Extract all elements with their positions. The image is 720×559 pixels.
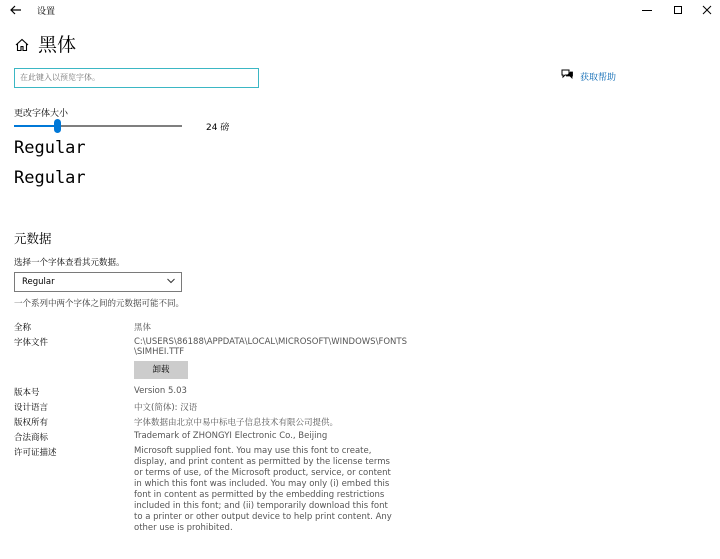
page-title: 黑体 [38,34,77,56]
font-size-label: 更改字体大小 [14,109,69,119]
maximize-button[interactable] [663,0,693,20]
copyright-value: 字体数据由北京中易中标电子信息技术有限公司提供。 [134,418,339,428]
get-help-link[interactable]: 获取帮助 [580,73,617,83]
copyright-label: 版权所有 [14,418,49,428]
help-chat-icon[interactable] [561,68,573,80]
font-size-value: 24 磅 [206,123,230,133]
minimize-icon [642,5,652,15]
chevron-down-icon [167,278,175,284]
font-file-label: 字体文件 [14,338,49,348]
version-value: Version 5.03 [134,386,187,396]
maximize-icon [673,5,683,15]
trademark-label: 合法商标 [14,433,49,443]
window-title: 设置 [37,7,56,17]
trademark-value: Trademark of ZHONGYI Electronic Co., Beijing [134,431,328,441]
font-sample-2: Regular [14,168,86,188]
metadata-note: 一个系列中两个字体之间的元数据可能不同。 [14,299,185,309]
font-size-slider-fill [14,125,58,127]
font-size-slider-thumb[interactable] [54,119,61,133]
title-bar [0,0,720,22]
preview-text-input[interactable] [14,68,259,88]
version-label: 版本号 [14,388,40,398]
dropdown-selected-value: Regular [22,277,55,287]
font-file-path-line1: C:\USERS\86188\APPDATA\LOCAL\MICROSOFT\WINDOWS\FONTS [134,337,407,347]
full-name-value: 黑体 [134,323,152,333]
license-label: 许可证描述 [14,448,57,458]
license-text: Microsoft supplied font. You may use this font to create, display, and print content as permitted by the license terms or terms of use, of the Microsoft product, service, or content in which this font was included. You may only (i) embed this font in content as permitted by the embedding restrictions included in this font; and (ii) temporarily download this font to a printer or other output device to help print content. Any other use is prohibited. [134,446,392,533]
font-file-path-line2: \SIMHEI.TTF [134,347,185,357]
design-language-label: 设计语言 [14,403,49,413]
metadata-heading: 元数据 [14,231,52,246]
uninstall-button[interactable]: 卸载 [134,361,188,379]
font-face-dropdown[interactable] [14,272,182,292]
home-icon[interactable] [14,37,30,53]
arrow-left-icon[interactable] [9,3,23,17]
minimize-button[interactable] [632,0,662,20]
font-sample-1: Regular [14,138,86,158]
metadata-select-label: 选择一个字体查看其元数据。 [14,258,125,268]
close-button[interactable] [692,0,720,20]
full-name-label: 全称 [14,323,32,333]
close-icon [702,5,712,15]
design-language-value: 中文(简体): 汉语 [134,403,198,413]
